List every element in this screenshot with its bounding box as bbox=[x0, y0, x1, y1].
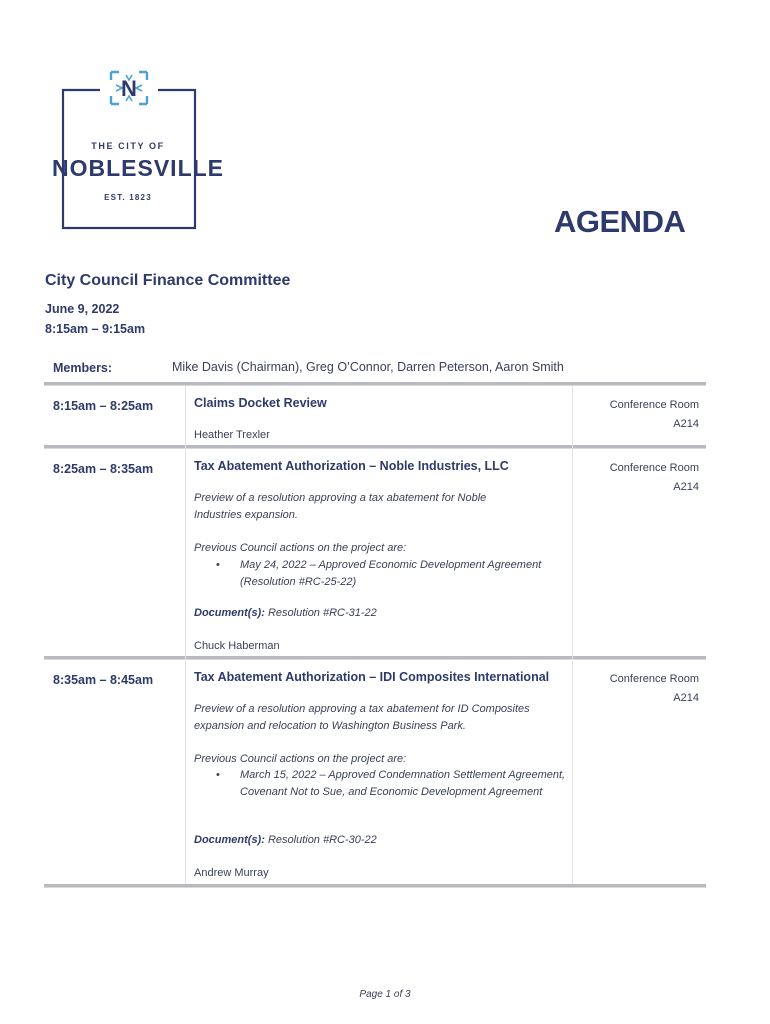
logo-established: EST. 1823 bbox=[104, 193, 152, 202]
previous-actions-intro: Previous Council actions on the project are: bbox=[194, 542, 407, 554]
item-presenter: Andrew Murray bbox=[194, 867, 269, 879]
item-description: Preview of a resolution approving a tax abatement for ID Composites expansion and relocation to Washington Business Park. bbox=[194, 703, 530, 732]
item-location: Conference Room A214 bbox=[609, 673, 699, 704]
item-time: 8:25am – 8:35am bbox=[53, 462, 154, 476]
item-title: Tax Abatement Authorization – Noble Industries, LLC bbox=[194, 459, 509, 473]
previous-action-bullet: • March 15, 2022 – Approved Condemnation Settlement Agreement, Covenant Not to Sue, and Economic Development Agreement bbox=[216, 769, 566, 798]
column-divider bbox=[185, 386, 186, 884]
item-documents: Document(s): Resolution #RC-30-22 bbox=[194, 834, 377, 846]
agenda-title: AGENDA bbox=[554, 204, 686, 239]
city-logo bbox=[52, 66, 225, 234]
item-title: Claims Docket Review bbox=[194, 396, 327, 410]
item-title: Tax Abatement Authorization – IDI Composites International bbox=[194, 670, 550, 684]
table-divider bbox=[44, 884, 706, 888]
members-label: Members: bbox=[53, 361, 113, 375]
logo-city-of: THE CITY OF bbox=[91, 141, 165, 151]
table-divider bbox=[44, 445, 706, 449]
previous-action-bullet: • May 24, 2022 – Approved Economic Development Agreement (Resolution #RC-25-22) bbox=[216, 559, 542, 588]
previous-actions-intro: Previous Council actions on the project are: bbox=[194, 753, 407, 765]
logo-city-name: NOBLESVILLE bbox=[52, 155, 225, 181]
logo-letter: N bbox=[121, 76, 137, 101]
members-list: Mike Davis (Chairman), Greg O’Connor, Darren Peterson, Aaron Smith bbox=[172, 360, 564, 374]
page-number: Page 1 of 3 bbox=[359, 989, 411, 1000]
table-divider bbox=[44, 382, 706, 386]
meeting-date: June 9, 2022 bbox=[45, 302, 120, 316]
item-documents: Document(s): Resolution #RC-31-22 bbox=[194, 607, 377, 619]
meeting-time: 8:15am – 9:15am bbox=[45, 322, 146, 336]
item-time: 8:15am – 8:25am bbox=[53, 399, 154, 413]
item-location: Conference Room A214 bbox=[609, 399, 699, 430]
committee-name: City Council Finance Committee bbox=[45, 272, 291, 289]
table-divider bbox=[44, 656, 706, 660]
item-presenter: Heather Trexler bbox=[194, 429, 270, 441]
item-location: Conference Room A214 bbox=[609, 462, 699, 493]
item-presenter: Chuck Haberman bbox=[194, 640, 280, 652]
item-time: 8:35am – 8:45am bbox=[53, 673, 154, 687]
item-description: Preview of a resolution approving a tax abatement for Noble Industries expansion. bbox=[194, 492, 487, 521]
